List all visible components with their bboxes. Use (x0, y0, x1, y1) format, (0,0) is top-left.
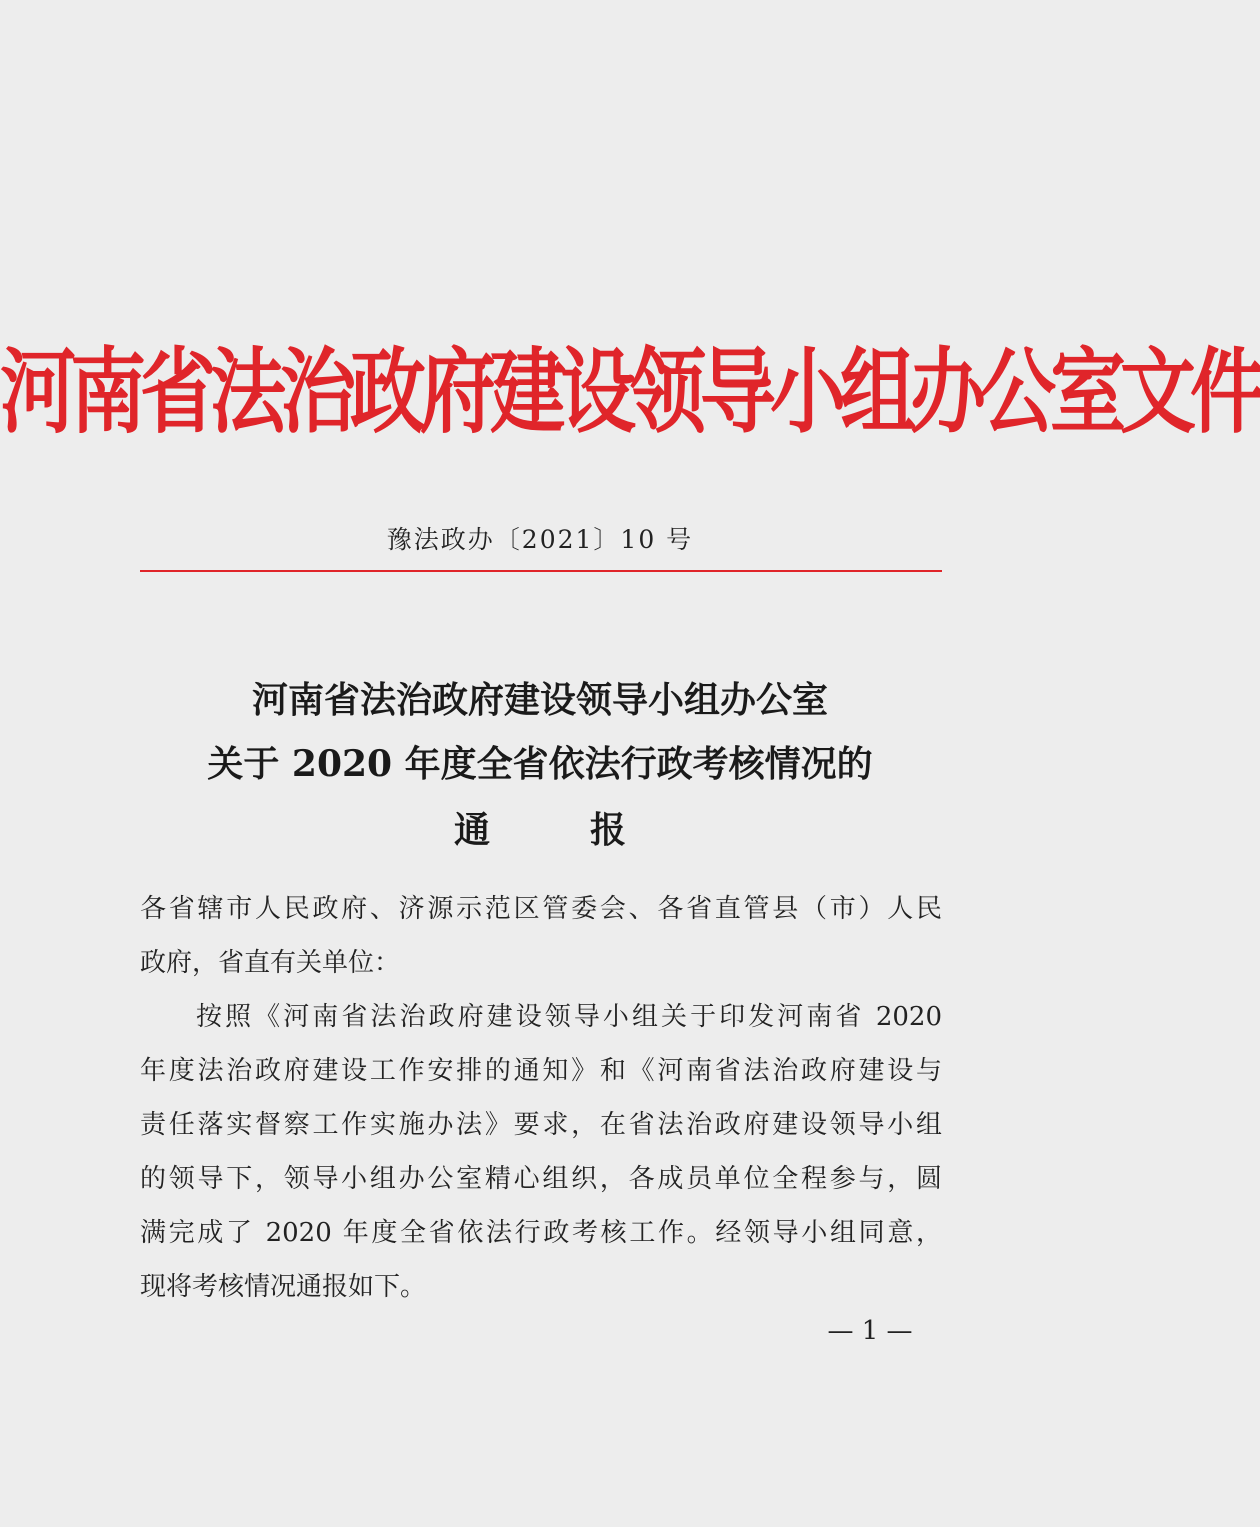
addressee-line: 政府，省直有关单位： (140, 948, 401, 978)
document-title-line-1: 河南省法治政府建设领导小组办公室 (251, 679, 828, 721)
paragraph-line: 现将考核情况通报如下。 (140, 1272, 427, 1302)
paragraph-line: 满完成了 2020 年度全省依法行政考核工作。经领导小组同意， (140, 1218, 942, 1248)
title-word-tong: 通 (453, 809, 490, 851)
title-word-bao: 报 (590, 809, 627, 851)
red-divider-line (140, 570, 942, 572)
issuing-office-header: 河南省法治政府建设领导小组办公室文件 (0, 337, 1260, 447)
document-title-line-3 (0, 802, 1080, 853)
paragraph-line: 年度法治政府建设工作安排的通知》和《河南省法治政府建设与 (140, 1056, 942, 1086)
page-number: — 1 — (827, 1316, 913, 1346)
addressee-block (140, 882, 942, 990)
body-paragraph (140, 990, 942, 1314)
paragraph-line: 按照《河南省法治政府建设领导小组关于印发河南省 2020 (196, 1002, 942, 1032)
paragraph-line: 的领导下，领导小组办公室精心组织，各成员单位全程参与，圆 (140, 1164, 942, 1194)
paragraph-line: 责任落实督察工作实施办法》要求，在省法治政府建设领导小组 (140, 1110, 942, 1140)
document-title-line-2: 关于 2020 年度全省依法行政考核情况的 (207, 743, 873, 785)
addressee-line: 各省辖市人民政府、济源示范区管委会、各省直管县（市）人民 (140, 894, 942, 924)
document-number: 豫法政办〔2021〕10 号 (386, 525, 694, 554)
